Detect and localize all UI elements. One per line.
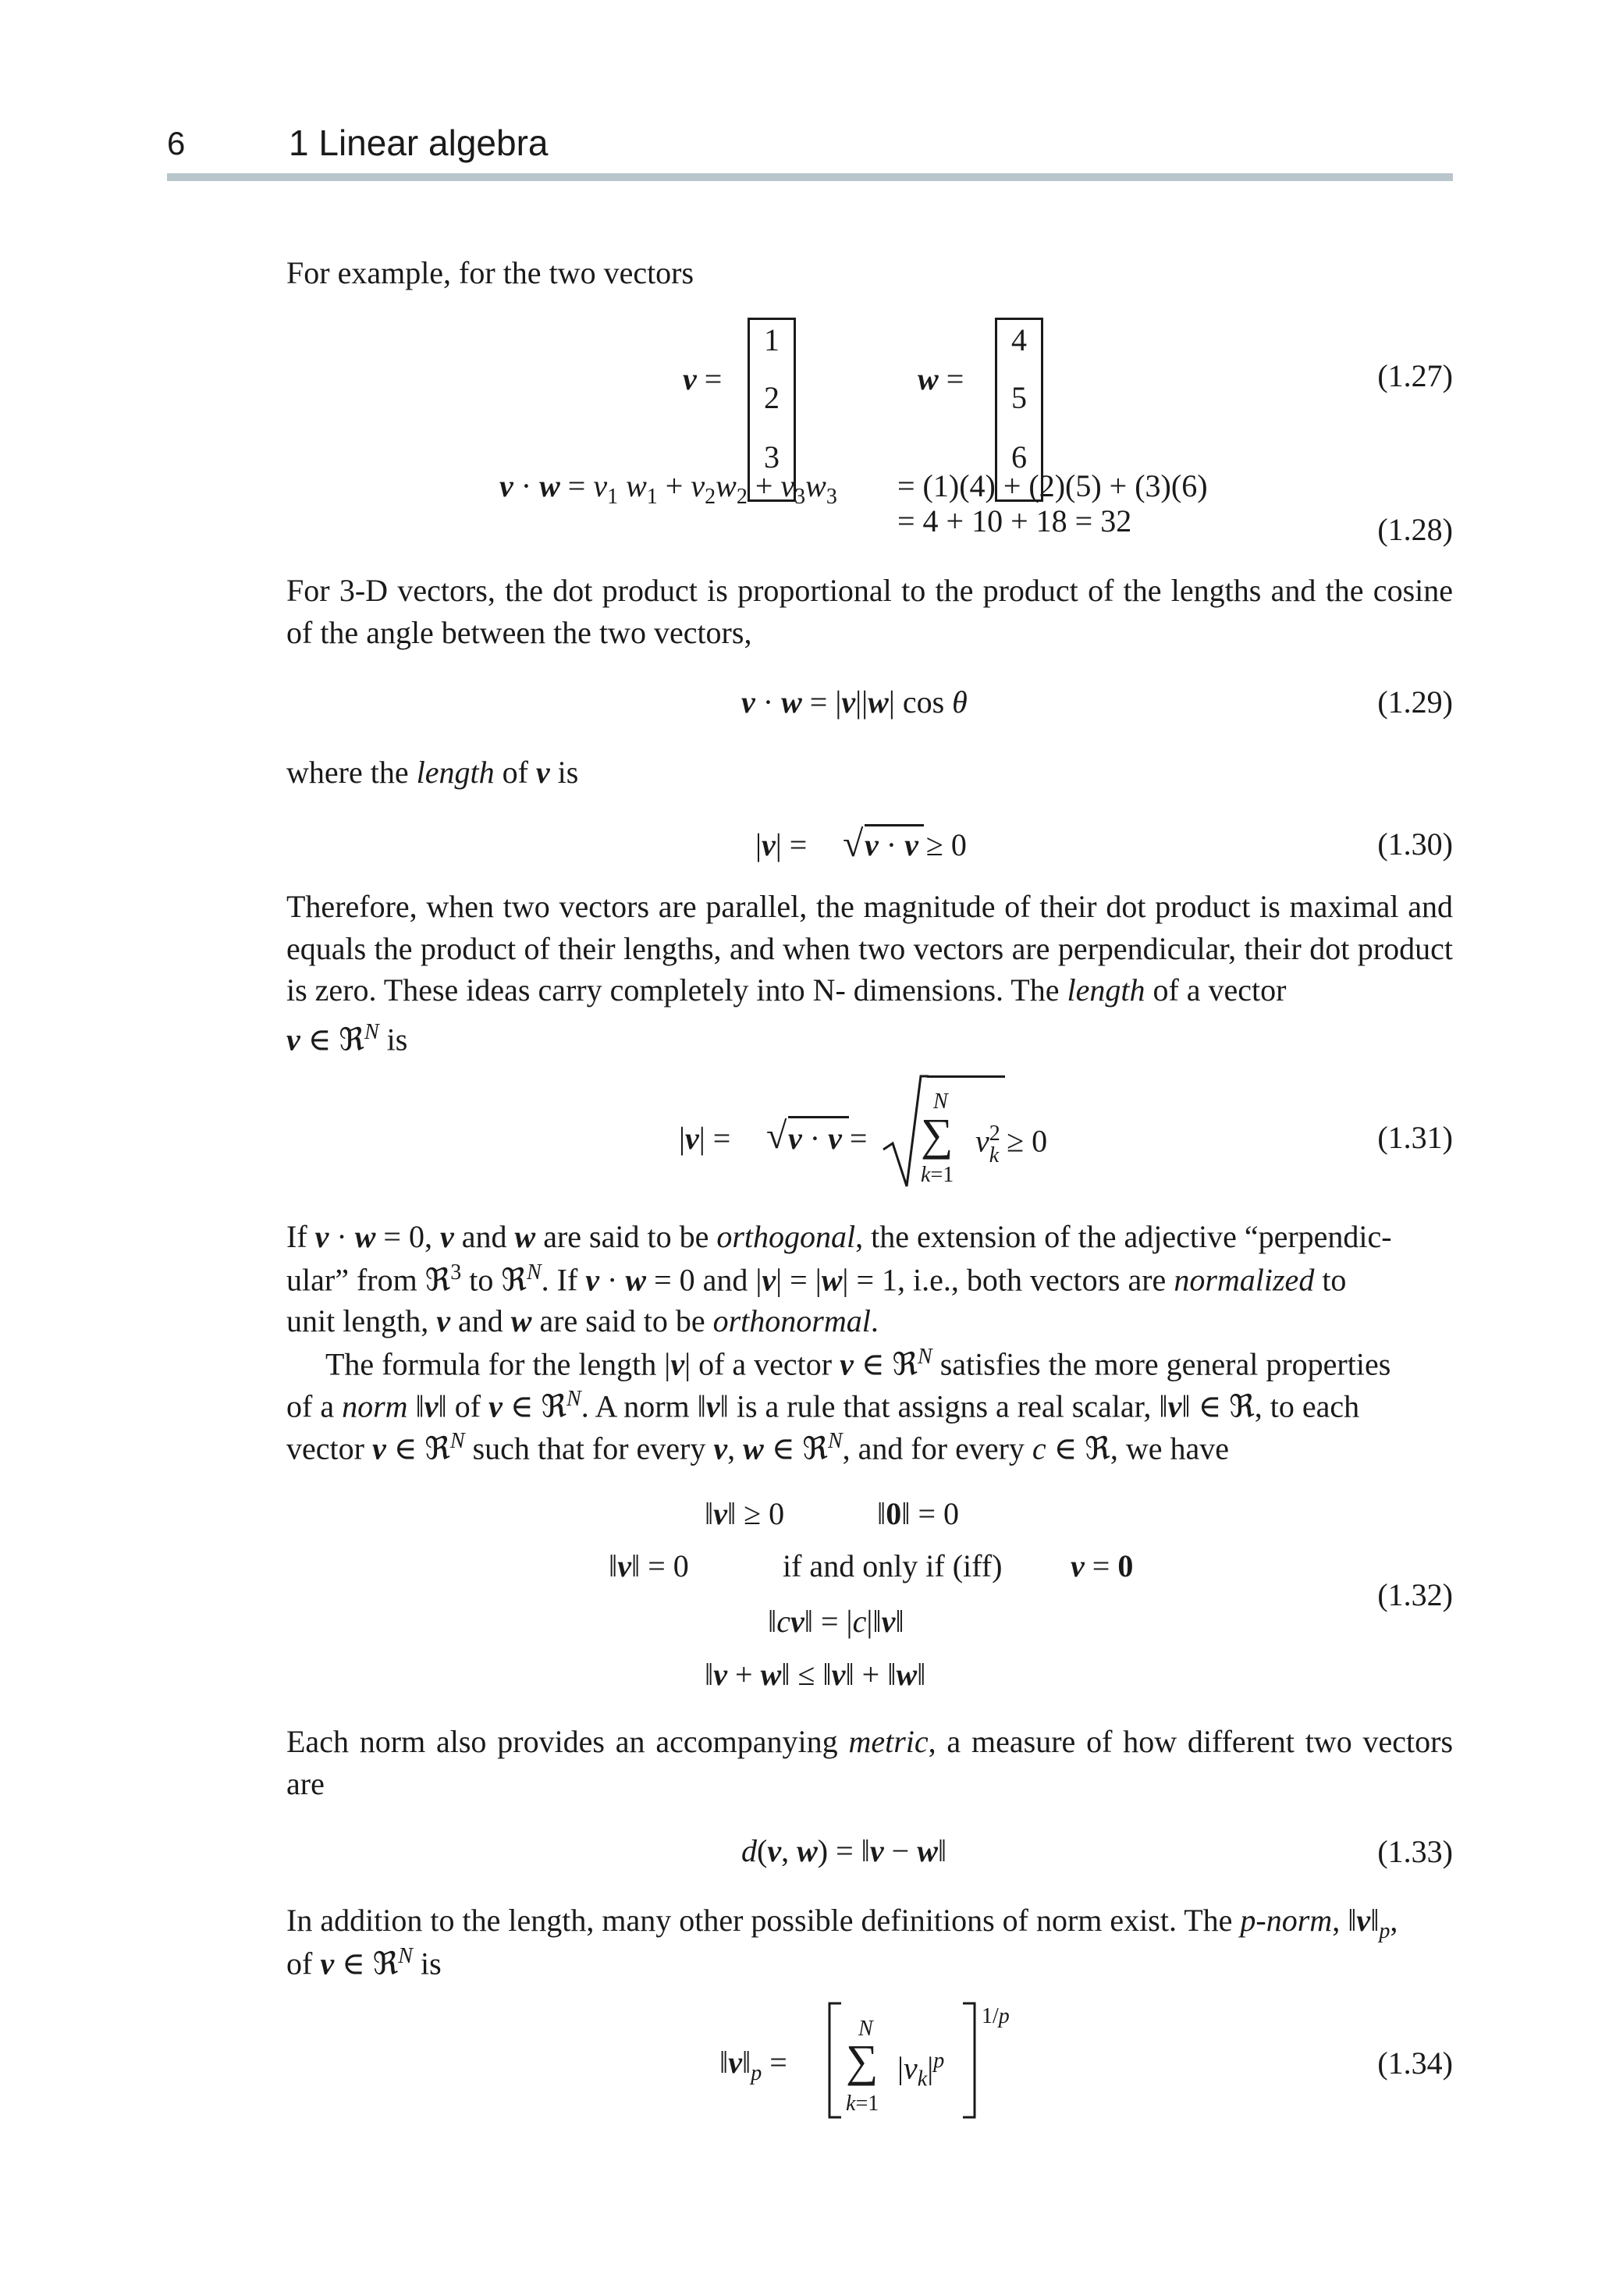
eq-number-1-33: (1.33) [1377,1834,1453,1869]
v-component-1: 1 [764,322,780,357]
eq-number-1-31: (1.31) [1377,1120,1453,1155]
eq-number-1-29: (1.29) [1377,684,1453,720]
para-length-def: where the length of v is [286,755,579,790]
chapter-title: 1 Linear algebra [289,123,549,163]
eq-number-1-28: (1.28) [1377,512,1453,547]
iff-text: if and only if (iff) [783,1548,1003,1583]
w-component-1: 4 [1011,322,1027,357]
para-metric: Each norm also provides an accompanying metric, a measure of how different two vectors are [286,1724,1454,1801]
para-intro: For example, for the two vectors [286,255,694,290]
eq128-line2: = 4 + 10 + 18 = 32 [897,503,1132,538]
eq128-line1: = (1)(4) + (2)(5) + (3)(6) [897,468,1208,503]
para-n-dimensions: Therefore, when two vectors are parallel, the magnitude of their dot product is maximal and equals the product of their lengths, and when two vectors are perpendicular, their dot product is zero. These ideas carry completely into N- dimensions. The length of a vector v ∈ ℜ$^N$ is [286,889,1453,1057]
eq-number-1-27: (1.27) [1377,358,1453,393]
eq-number-1-32: (1.32) [1377,1577,1453,1612]
v-component-2: 2 [764,380,780,415]
w-component-3: 6 [1011,439,1027,474]
right-bracket-icon [961,2002,977,2119]
eq-number-1-30: (1.30) [1377,826,1453,862]
left-bracket-icon [827,2002,843,2119]
eq-number-1-34: (1.34) [1377,2045,1453,2081]
para-dot-product-3d: For 3-D vectors, the dot product is proportional to the product of the lengths and the cosine of the angle between the two vectors, [286,573,1453,650]
page-number: 6 [167,125,186,162]
v-component-3: 3 [764,439,780,474]
header-rule [167,173,1453,181]
book-page: 6 1 Linear algebra For example, for the two vectors v = 1 2 3 w = 4 5 6 (1.27) $v \cdot w = v_1$ $w_1 + v_2w_2 + v_3w_3$ = (1)(4) + (2)(5) + (3)(6) = 4 + 10 + 18 = 32 (1.28) For 3-D vectors, the dot product is proportional to the product of the lengths and the cosine of the angle between the two vectors, v · w = |v||w| cos θ (1.29) where the length of v is |v| = √ v · v ≥ 0 (1.30) Therefore, when two vectors are parallel, the magnitude of their dot product is maximal and equals the product of their lengths, and when two vectors are perpendicular, their dot product is zero. These ideas carry completely into N- dimensions. The length of a vector v ∈ ℜ$^N$ is |v| = √ v · v = N ∑ k=1 $v^2_k \ge 0$ (1.31) If v · w = 0, v and w are said to be orthogonal, the extension of the adjective “perpendic- ular” from ℜ$^3$ to ℜ$^N$. If v · w = 0 and |v| = |w| = 1, i.e., both vectors are normalized to unit length, v and w are said to be orthonormal. The formula for the length |v| of a vector v ∈ ℜ$^N$ satisfies the more general properties of a norm ‖v‖ of v ∈ ℜ$^N$. A norm ‖v‖ is a rule that assigns a real scalar, ‖v‖ ∈ ℜ, to each vector v ∈ ℜ$^N$ such that for every v, w ∈ ℜ$^N$, and for every c ∈ ℜ, we have ‖v‖ ≥ 0 ‖0‖ = 0 ‖v‖ = 0 if and only if (iff) v = 0 ‖cv‖ = |c|‖v‖ ‖v + w‖ ≤ ‖v‖ + ‖w‖ (1.32) Each norm also provides an accompanying metric, a measure of how different two vectors are d(v, w) = ‖v − w‖ (1.33) In addition to the length, many other possible definitions of norm exist. The p-norm, $‖v‖_p$, of v ∈ ℜ$^N$ is $‖v‖_p$ = N ∑ k=1 $|v_k|^p$ 1/p (1.34) [0,0,1616,2296]
w-component-2: 5 [1011,380,1027,415]
